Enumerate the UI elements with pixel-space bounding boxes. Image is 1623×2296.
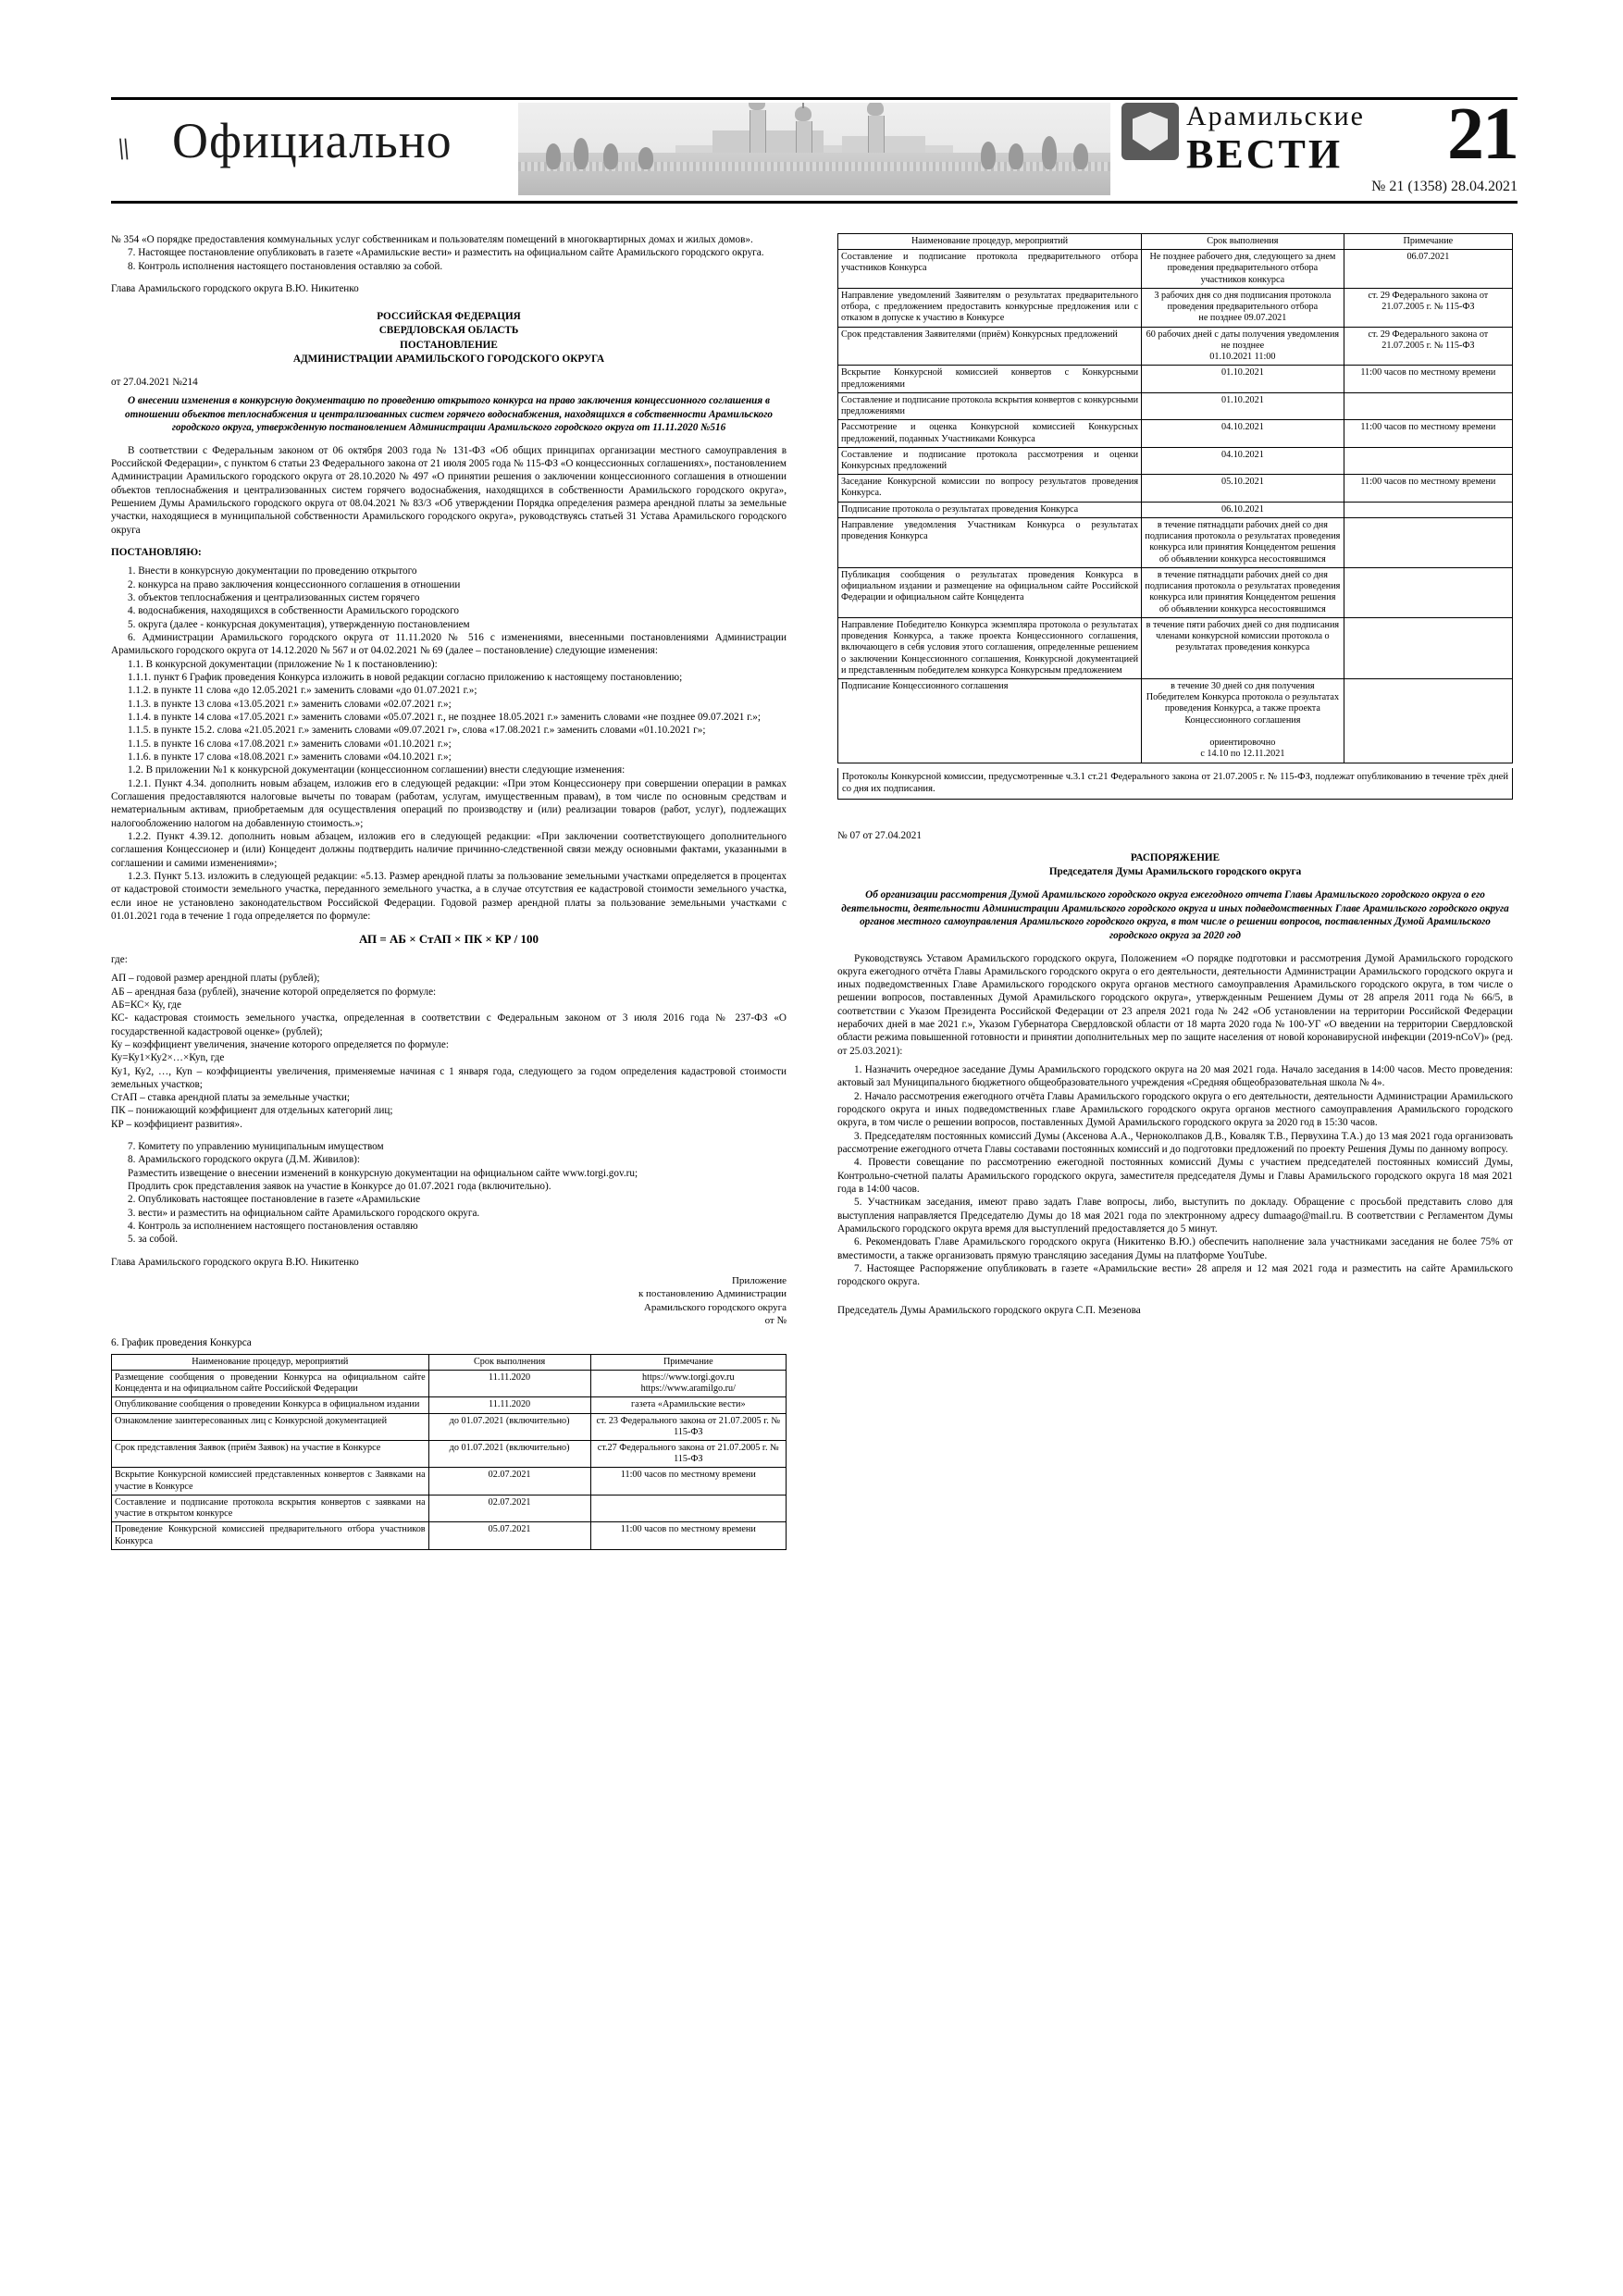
table-cell: Публикация сообщения о результатах проведения Конкурса в официальном издании и размещение на официальном сайте Российской Федерации и официальном сайте Концедента <box>838 567 1142 617</box>
table-header-row <box>838 234 1513 250</box>
table-row <box>838 567 1513 617</box>
table-cell: Подписание Концессионного соглашения <box>838 678 1142 763</box>
doc1-tail-item: Продлить срок представления заявок на участие в Конкурсе до 01.07.2021 года (включительно). <box>128 1181 551 1193</box>
table-cell: 06.10.2021 <box>1142 502 1344 517</box>
table-cell: Вскрытие Конкурсной комиссией конвертов с Конкурсными предложениями <box>838 366 1142 392</box>
table-cell: Проведение Конкурсной комиссией предварительного отбора участников Конкурса <box>112 1522 429 1549</box>
appendix-block <box>111 1274 787 1327</box>
doc1-item: 1. Внести в конкурсную документации по проведению открытого <box>128 565 417 577</box>
table-row <box>838 392 1513 419</box>
table-cell <box>1344 567 1512 617</box>
issue-number-large: 21 <box>1447 93 1518 175</box>
table-cell: 3 рабочих дня со дня подписания протокола проведения предварительного отбора не позднее 09.07.2021 <box>1142 288 1344 327</box>
doc1-tail-item: 5. за собой. <box>128 1234 178 1246</box>
doc1-tail-item: 8. Арамильского городского округа (Д.М. Живилов): <box>128 1154 360 1166</box>
col-header-deadline: Срок выполнения <box>1142 234 1344 250</box>
appendix-line: Приложение <box>731 1275 787 1287</box>
appendix-line: к постановлению Администрации <box>638 1288 787 1300</box>
table-cell: Составление и подписание протокола вскрытия конвертов с конкурсными предложениями <box>838 392 1142 419</box>
table-row <box>838 366 1513 392</box>
table-row <box>112 1522 787 1549</box>
table-cell: 01.10.2021 <box>1142 366 1344 392</box>
section-title: Официально <box>172 113 452 168</box>
appendix-line: Арамильского городского округа <box>643 1301 787 1313</box>
table-cell <box>1344 617 1512 678</box>
table-cell: ст. 29 Федерального закона от 21.07.2005 г. № 115-ФЗ <box>1344 327 1512 366</box>
table-row <box>838 447 1513 474</box>
table-row <box>838 327 1513 366</box>
table-row <box>838 420 1513 447</box>
table-cell: 01.10.2021 <box>1142 392 1344 419</box>
formula-definition: ПК – понижающий коэффициент для отдельных категорий лиц; <box>111 1105 393 1117</box>
table-row <box>838 250 1513 289</box>
table-cell: https://www.torgi.gov.ru https://www.aramilgo.ru/ <box>590 1370 786 1396</box>
table-row <box>838 502 1513 517</box>
masthead-bottom-rule <box>111 201 1518 204</box>
table-cell <box>1344 517 1512 567</box>
doc2-item: 1. Назначить очередное заседание Думы Арамильского городского округа на 20 мая 2021 года. Начало заседания в 14:00 часов. Место проведения: актовый зал Муниципального бюджетного общеобразовательного учреждения «Средняя общеобразовательная школа № 4». <box>837 1064 1513 1089</box>
double-slash-icon: \\ <box>112 132 131 167</box>
table-cell: в течение пятнадцати рабочих дней со дня подписания протокола о результатах проведения конкурса или принятия Концедентом решения об объявлении конкурса несостоявшимся <box>1142 517 1344 567</box>
table-header-row <box>112 1354 787 1370</box>
doc1-item: 1.2. В приложении №1 к конкурсной документации (концессионном соглашении) внести следующие изменения: <box>128 764 626 776</box>
formula-definition: АБ – арендная база (рублей), значение которой определяется по формуле: <box>111 986 437 998</box>
doc1-item: 1.2.3. Пункт 5.13. изложить в следующей редакции: «5.13. Размер арендной платы за пользование земельными участками определяется в процентах от кадастровой стоимости земельного участка, переданного земельного участка, а в случае отсутствия ее кадастровой стоимости земельного участка, если иное не установлено законодательством Российской Федерации. Годовой размер арендной платы за пользование земельными участками с 01.01.2021 года в течение 1 года определяется по формуле: <box>111 870 787 922</box>
table-cell <box>1344 392 1512 419</box>
doc1-item: 1.1.5. в пункте 16 слова «17.08.2021 г.» заменить словами «01.10.2021 г.»; <box>128 738 452 750</box>
table-cell: 02.07.2021 <box>428 1495 590 1521</box>
doc1-resolve-header: ПОСТАНОВЛЯЮ: <box>111 547 202 559</box>
intro-paragraph-2: 7. Настоящее постановление опубликовать в газете «Арамильские вести» и разместить на официальном сайте Арамильского городского округа. <box>128 247 764 259</box>
col-header-note: Примечание <box>590 1354 786 1370</box>
table-cell: 04.10.2021 <box>1142 420 1344 447</box>
table-row <box>112 1413 787 1440</box>
table-cell: 05.10.2021 <box>1142 475 1344 502</box>
doc1-item: 1.1.1. пункт 6 График проведения Конкурса изложить в новой редакции согласно приложению к настоящему постановлению; <box>128 672 683 684</box>
doc1-header-line-4: АДМИНИСТРАЦИИ АРАМИЛЬСКОГО ГОРОДСКОГО ОКРУГА <box>292 353 605 365</box>
doc1-item: 1.1.2. в пункте 11 слова «до 12.05.2021 г.» заменить словами «до 01.07.2021 г.»; <box>128 685 477 697</box>
doc1-item: 2. конкурса на право заключения концессионного соглашения в отношении <box>128 578 461 590</box>
table-row <box>838 288 1513 327</box>
formula-definition: СтАП – ставка арендной платы за земельные участки; <box>111 1092 350 1104</box>
left-column <box>111 233 787 1550</box>
appendix-line: от № <box>764 1314 787 1326</box>
table-cell: Подписание протокола о результатах проведения Конкурса <box>838 502 1142 517</box>
doc1-tail-item: 7. Комитету по управлению муниципальным имуществом <box>128 1141 384 1153</box>
table-cell: ст.27 Федерального закона от 21.07.2005 г. № 115-ФЗ <box>590 1441 786 1468</box>
table-row <box>838 517 1513 567</box>
doc1-item: 3. объектов теплоснабжения и централизованных систем горячего <box>128 592 420 604</box>
table-cell: до 01.07.2021 (включительно) <box>428 1441 590 1468</box>
doc1-preamble: В соответствии с Федеральным законом от 06 октября 2003 года № 131-ФЗ «Об общих принципах организации местного самоуправления в Российской Федерации», с пунктом 6 статьи 23 Федерального закона от 21 июля 2005 года № 115-ФЗ «О концессионных соглашениях», постановлением Администрации Арамильского городского округа от 28.10.2020 № 497 «О принятии решения о заключении концессионного соглашения в отношении объектов теплоснабжения и централизованных систем горячего водоснабжения, находящихся в собственности Арамильского городского округа», Решением Думы Арамильского городского округа от 08.04.2021 № 83/3 «Об утверждении Порядка определения размера арендной платы за земельные участки, находящиеся в муниципальной собственности Арамильского городского округа», руководствуясь статьей 31 Устава Арамильского городского округа <box>111 444 787 536</box>
doc2-header <box>837 851 1513 879</box>
doc2-item: 6. Рекомендовать Главе Арамильского городского округа (Никитенко В.Ю.) обеспечить наполнение зала участниками заседания не более 75% от вместимости, а также организовать прямую трансляцию заседания Думы на платформе YouTube. <box>837 1236 1513 1261</box>
signature-1: Глава Арамильского городского округа В.Ю. Никитенко <box>111 282 359 294</box>
rent-formula: АП = АБ × СтАП × ПК × КР / 100 <box>358 932 539 947</box>
doc1-signature: Глава Арамильского городского округа В.Ю. Никитенко <box>111 1256 359 1268</box>
masthead-photo <box>518 103 1110 195</box>
table-cell: 06.07.2021 <box>1344 250 1512 289</box>
table-cell: Размещение сообщения о проведении Конкурса на официальном сайте Концедента и на официальном сайте Российской Федерации <box>112 1370 429 1396</box>
schedule-table-caption: 6. График проведения Конкурса <box>111 1337 252 1349</box>
table-row <box>112 1468 787 1495</box>
table-cell: в течение 30 дней со дня получения Победителем Конкурса протокола о результатах проведения Конкурса, а также проекта Концессионного соглашения ориентировочно с 14.10 по 12.11.2021 <box>1142 678 1344 763</box>
table-cell: газета «Арамильские вести» <box>590 1397 786 1413</box>
table-cell: Срок представления Заявителями (приём) Конкурсных предложений <box>838 327 1142 366</box>
paper-name-line1: Арамильские <box>1186 101 1365 131</box>
col-header-deadline: Срок выполнения <box>428 1354 590 1370</box>
formula-definition: КС- кадастровая стоимость земельного участка, определенная в соответствии с Федеральным законом от 3 июля 2016 года № 237-ФЗ «О государственной кадастровой оценке» (рублей); <box>111 1012 787 1037</box>
paper-logo <box>1120 93 1518 199</box>
doc2-preamble: Руководствуясь Уставом Арамильского городского округа, Положением «О порядке подготовки и рассмотрения Думой Арамильского городского округа ежегодного отчёта Главы Арамильского городского округа о его деятельности, деятельности Администрации Арамильского городского округа и иных подведомственных Главе Арамильского городского округа органов местного самоуправления Арамильского городского округа, в том числе о решении вопросов, поставленных Думой Арамильского городского округа», утвержденным Решением Думы от 28 апреля 2011 года № 66/5, в соответствии с Указом Президента Российской Федерации от 23 апреля 2021 года № 242 «Об установлении на территории Российской Федерации нерабочих дней в мае 2021 г.», Указом Губернатора Свердловской области от 18 марта 2020 года № 100-УГ «О введении на территории Свердловской области режима повышенной готовности и принятии дополнительных мер по защите населения от новой коронавирусной инфекции (2019-nCoV)» (ред. от 25.03.2021): <box>837 952 1513 1057</box>
doc2-header-line-2: Председателя Думы Арамильского городского округа <box>1048 866 1302 878</box>
doc1-item: 1.1. В конкурсной документации (приложение № 1 к постановлению): <box>128 658 438 670</box>
formula-where-label: где: <box>111 953 128 965</box>
formula-definition: Ку – коэффициент увеличения, значение которого определяется по формуле: <box>111 1038 449 1050</box>
doc2-header-line-1: РАСПОРЯЖЕНИЕ <box>1130 852 1220 864</box>
table-cell: Направление уведомления Участникам Конкурса о результатах проведения Конкурса <box>838 517 1142 567</box>
table-row <box>112 1441 787 1468</box>
table-cell: ст. 29 Федерального закона от 21.07.2005 г. № 115-ФЗ <box>1344 288 1512 327</box>
table-row <box>112 1495 787 1521</box>
table-cell: в течение пяти рабочих дней со дня подписания членами конкурсной комиссии протокола о результатах проведения конкурса <box>1142 617 1344 678</box>
table-cell: Ознакомление заинтересованных лиц с Конкурсной документацией <box>112 1413 429 1440</box>
formula-definition: Ку=Ку1×Ку2×…×Куn, где <box>111 1052 225 1064</box>
doc1-item: 1.1.4. в пункте 14 слова «17.05.2021 г.» заменить словами «05.07.2021 г., не позднее 18.05.2021 г.» заменить словами «не позднее 09.07.2021 г.»; <box>128 712 761 723</box>
col-header-procedure: Наименование процедур, мероприятий <box>838 234 1142 250</box>
table-cell: Направление Победителю Конкурса экземпляра протокола о результатах проведения Конкурса, а также проекта Концессионного соглашения, включающего в себя условия этого соглашения, определенные решением о заключении Концессионного соглашения, Конкурсной документацией и представленным победителем конкурса Конкурсным предложением <box>838 617 1142 678</box>
formula-definition: АБ=КС× Ку, где <box>111 999 181 1011</box>
table-cell: до 01.07.2021 (включительно) <box>428 1413 590 1440</box>
doc1-header-line-2: СВЕРДЛОВСКАЯ ОБЛАСТЬ <box>378 325 519 337</box>
intro-paragraph-3: 8. Контроль исполнения настоящего постановления оставляю за собой. <box>128 260 443 272</box>
col-header-procedure: Наименование процедур, мероприятий <box>112 1354 429 1370</box>
intro-paragraph-1: № 354 «О порядке предоставления коммунальных услуг собственникам и пользователям помещений в многоквартирных домах и жилых домов». <box>111 234 753 245</box>
table-cell: 11.11.2020 <box>428 1370 590 1396</box>
table-footnote: Протоколы Конкурсной комиссии, предусмотренные ч.3.1 ст.21 Федерального закона от 21.07.2005 г. № 115-ФЗ, подлежат опубликованию в течение трёх дней со дня их подписания. <box>837 768 1513 800</box>
doc1-tail-item: 2. Опубликовать настоящее постановление в газете «Арамильские <box>128 1194 421 1206</box>
table-cell: 11:00 часов по местному времени <box>1344 475 1512 502</box>
doc1-tail-item: 4. Контроль за исполнением настоящего постановления оставляю <box>128 1221 418 1233</box>
formula-definition: АП – годовой размер арендной платы (рублей); <box>111 973 320 985</box>
table-cell: Заседание Конкурсной комиссии по вопросу результатов проведения Конкурса. <box>838 475 1142 502</box>
table-cell: Опубликование сообщения о проведении Конкурса в официальном издании <box>112 1397 429 1413</box>
doc2-item: 2. Начало рассмотрения ежегодного отчёта Главы Арамильского городского округа о его деятельности, деятельности Администрации Арамильского городского округа и иных подведомственных главе Арамильского городского округа органов местного самоуправления Арамильского городского округа, в том числе о решении вопросов, поставленных Думой Арамильского городского округа за 2020 год в 15:30 часов. <box>837 1090 1513 1129</box>
doc2-date-number: № 07 от 27.04.2021 <box>837 829 922 841</box>
doc1-header-line-1: РОССИЙСКАЯ ФЕДЕРАЦИЯ <box>377 311 521 323</box>
doc2-item: 5. Участникам заседания, имеют право задать Главе вопросы, либо, выступить по докладу. Обращение с просьбой представить слово для выступления направляется Председателю Думы до 18 мая 2021 года по электронному адресу dumaago@mail.ru. В соответствии с Регламентом Думы Арамильского городского округа время для выступлений предоставляется до 5 минут. <box>837 1197 1513 1235</box>
table-cell: 02.07.2021 <box>428 1468 590 1495</box>
doc2-subject: Об организации рассмотрения Думой Арамильского городского округа ежегодного отчета Главы Арамильского городского округа о его деятельности, деятельности Администрации Арамильского городского округа и иных подведомственных Главе Арамильского городского округа органов местного самоуправления Арамильского городского округа, в том числе о решении вопросов, поставленных Думой Арамильского городского округа за 2020 год <box>841 889 1509 941</box>
table-cell: Не позднее рабочего дня, следующего за днем проведения предварительного отбора участников конкурса <box>1142 250 1344 289</box>
table-row <box>838 617 1513 678</box>
doc1-item: 4. водоснабжения, находящихся в собственности Арамильского городского <box>128 605 459 617</box>
coat-of-arms-icon <box>1121 103 1179 160</box>
doc1-item: 5. округа (далее - конкурсная документация), утвержденную постановлением <box>128 618 470 630</box>
table-cell: 04.10.2021 <box>1142 447 1344 474</box>
table-cell: ст. 23 Федерального закона от 21.07.2005 г. № 115-ФЗ <box>590 1413 786 1440</box>
doc1-date-number: от 27.04.2021 №214 <box>111 376 198 388</box>
table-cell: 05.07.2021 <box>428 1522 590 1549</box>
table-cell: Составление и подписание протокола рассмотрения и оценки Конкурсных предложений <box>838 447 1142 474</box>
doc1-item: 6. Администрации Арамильского городского округа от 11.11.2020 № 516 с изменениями, внесенными постановлениями Администрации Арамильского городского округа от 14.12.2020 № 567 и от 04.02.2021 № 69 (далее – постановление) следующие изменения: <box>111 632 787 657</box>
doc2-item: 7. Настоящее Распоряжение опубликовать в газете «Арамильские вести» 28 апреля и 12 мая 2021 года и разместить на сайте Арамильского городского округа. <box>837 1263 1513 1288</box>
table-cell: Вскрытие Конкурсной комиссией представленных конвертов с Заявками на участие в Конкурсе <box>112 1468 429 1495</box>
table-cell: 60 рабочих дней с даты получения уведомления не позднее 01.10.2021 11:00 <box>1142 327 1344 366</box>
doc1-item: 1.2.1. Пункт 4.34. дополнить новым абзацем, изложив его в следующей редакции: «При этом Концессионеру при совершении операции в рамках Соглашения предоставляются налоговые вычеты по товарам (работам, услугам, имущественным правам), в том числе по основным средствам и нематериальным активам, приобретаемым для осуществления операций по производству и (или) реализации товаров (работ, услуг), подлежащих налогообложению налогом на добавленную стоимость.»; <box>111 777 787 829</box>
table-cell: 11:00 часов по местному времени <box>1344 366 1512 392</box>
paper-name-line2: ВЕСТИ <box>1186 131 1344 177</box>
formula-definition: Ку1, Ку2, …, Куn – коэффициенты увеличения, применяемые начиная с 1 января года, следующего за годом определения кадастровой стоимости земельных участков; <box>111 1065 787 1090</box>
table-cell: Составление и подписание протокола вскрытия конвертов с заявками на участие в открытом конкурсе <box>112 1495 429 1521</box>
table-cell: в течение пятнадцати рабочих дней со дня подписания протокола о результатах проведения конкурса или принятия Концедентом решения об объявлении конкурса несостоявшимся <box>1142 567 1344 617</box>
doc2-item: 3. Председателям постоянных комиссий Думы (Аксенова А.А., Черноколпаков Д.В., Ковaляк Т.В., Первухина Т.А.) до 13 мая 2021 года организовать рассмотрение ежегодного отчета Главы составами постоянных комиссий и до подготовки предложений по проекту Решения Думы по данному вопросу. <box>837 1130 1513 1156</box>
schedule-table-part2 <box>837 233 1513 763</box>
table-row <box>112 1397 787 1413</box>
doc1-subject: О внесении изменения в конкурсную документацию по проведению открытого конкурса на право заключения концессионного соглашения в отношении объектов теплоснабжения и централизованных систем горячего водоснабжения, находящихся в собственности Арамильского городского округа, утвержденную постановлением Администрации Арамильского городского округа от 11.11.2020 №516 <box>125 395 773 434</box>
table-cell <box>1344 502 1512 517</box>
doc1-item: 1.1.5. в пункте 15.2. слова «21.05.2021 г.» заменить словами «09.07.2021 г», слова «17.08.2021 г.» заменить словами «01.10.2021 г»; <box>128 725 706 737</box>
right-column <box>837 233 1513 1317</box>
table-row <box>838 678 1513 763</box>
table-cell <box>1344 678 1512 763</box>
doc1-header <box>111 310 787 366</box>
table-cell: Составление и подписание протокола предварительного отбора участников Конкурса <box>838 250 1142 289</box>
issue-line: № 21 (1358) 28.04.2021 <box>1371 179 1518 194</box>
table-row <box>838 475 1513 502</box>
table-cell: Срок представления Заявок (приём Заявок) на участие в Конкурсе <box>112 1441 429 1468</box>
doc1-item: 1.1.3. в пункте 13 слова «13.05.2021 г.» заменить словами «02.07.2021 г.»; <box>128 698 452 710</box>
doc2-item: 4. Провести совещание по рассмотрению ежегодной постоянных комиссий Думы с участием председателей постоянных комиссий Думы, Контрольно-счетной палаты Арамильского городского округа, заместителя председателя Думы и Главы Арамильского городского округа 18 мая 2021 года в 14:00 часов. <box>837 1157 1513 1196</box>
doc1-tail-item: Разместить извещение о внесении изменений в конкурсную документации на официальном сайте www.torgi.gov.ru; <box>128 1167 638 1179</box>
doc1-item: 1.1.6. в пункте 17 слова «18.08.2021 г.» заменить словами «04.10.2021 г.»; <box>128 751 452 763</box>
table-cell <box>1344 447 1512 474</box>
formula-definition: КР – коэффициент развития». <box>111 1118 242 1130</box>
col-header-note: Примечание <box>1344 234 1512 250</box>
table-cell: Направление уведомлений Заявителям о результатах предварительного отбора, с предложением предоставить конкурсные предложения или с отказом в допуске к участию в Конкурсе <box>838 288 1142 327</box>
table-row <box>112 1370 787 1396</box>
doc1-header-line-3: ПОСТАНОВЛЕНИЕ <box>400 339 498 351</box>
masthead <box>111 93 1518 204</box>
table-cell: 11:00 часов по местному времени <box>590 1468 786 1495</box>
table-cell: 11.11.2020 <box>428 1397 590 1413</box>
table-cell: 11:00 часов по местному времени <box>1344 420 1512 447</box>
doc1-item: 1.2.2. Пункт 4.39.12. дополнить новым абзацем, изложив его в следующей редакции: «При заключении соответствующего дополнительного соглашения Концессионер и (или) Концедент должны подтвердить наличие причинно-следственной связи между основными фактами, указанными в соглашении и самими изменениями»; <box>111 830 787 869</box>
table-cell: 11:00 часов по местному времени <box>590 1522 786 1549</box>
table-cell <box>590 1495 786 1521</box>
doc1-tail-item: 3. вести» и разместить на официальном сайте Арамильского городского округа. <box>128 1207 480 1219</box>
schedule-table-part1 <box>111 1354 787 1550</box>
table-cell: Рассмотрение и оценка Конкурсной комиссией Конкурсных предложений, поданных Участниками Конкурса <box>838 420 1142 447</box>
doc2-signature: Председатель Думы Арамильского городского округа С.П. Мезенова <box>837 1304 1141 1316</box>
